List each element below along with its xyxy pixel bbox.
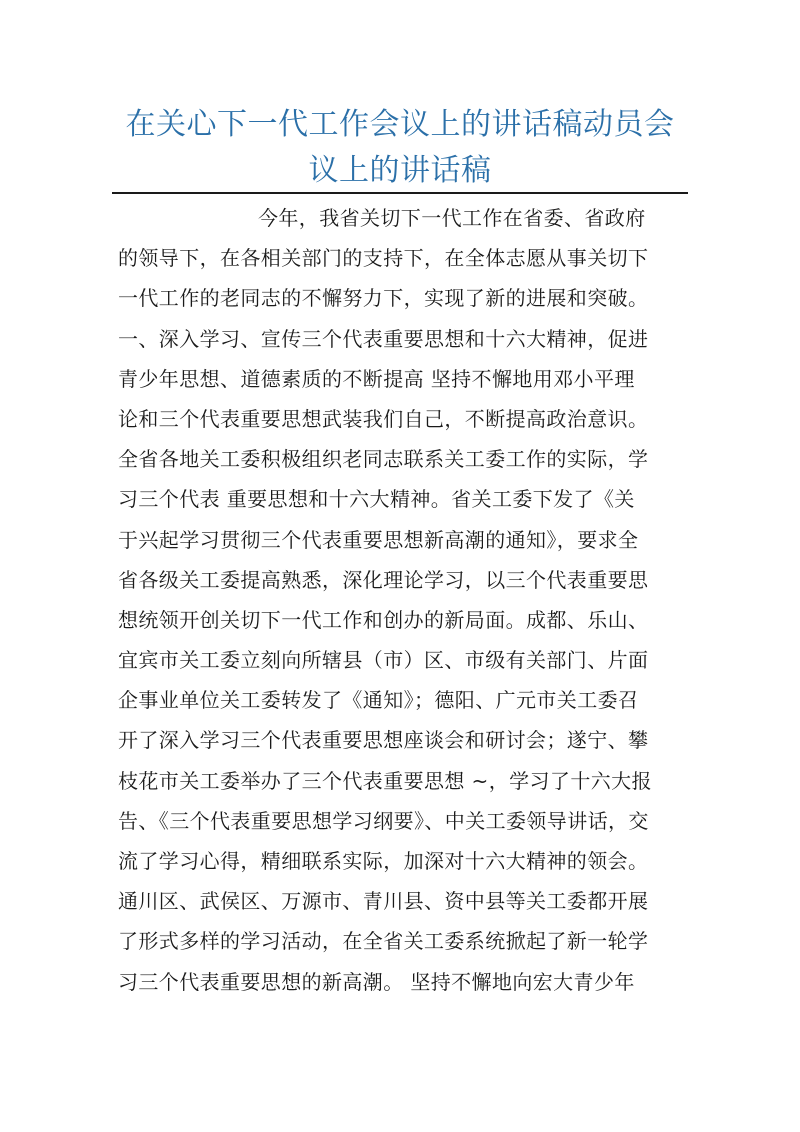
body-line-7: 全省各地关工委积极组织老同志联系关工委工作的实际，学: [118, 447, 649, 472]
body-line-10: 省各级关工委提高熟悉，深化理论学习，以三个代表重要思: [118, 567, 649, 592]
body-line-5: 青少年思想、道德素质的不断提高 坚持不懈地用邓小平理: [118, 366, 635, 391]
body-line-15: 枝花市关工委举办了三个代表重要思想 ~，学习了十六大报: [118, 768, 652, 793]
body-line-1: 今年，我省关切下一代工作在省委、省政府: [258, 206, 646, 230]
body-line-17: 流了学习心得，精细联系实际，加深对十六大精神的领会。: [118, 849, 649, 873]
body-line-20: 习三个代表重要思想的新高潮。 坚持不懈地向宏大青少年: [118, 969, 635, 994]
title-line-2: 议上的讲话稿: [308, 153, 492, 188]
body-line-9: 于兴起学习贯彻三个代表重要思想新高潮的通知》，要求全: [118, 527, 639, 552]
body-line-11: 想统领开创关切下一代工作和创办的新局面。成都、乐山、: [118, 607, 649, 632]
title-divider: [112, 192, 688, 194]
body-line-6: 论和三个代表重要思想武装我们自己，不断提高政治意识。: [118, 406, 649, 431]
body-line-8: 习三个代表 重要思想和十六大精神。省关工委下发了《关: [118, 487, 635, 512]
title-line-1: 在关心下一代工作会议上的讲话稿动员会: [125, 107, 675, 142]
document-body: [118, 198, 688, 1002]
body-line-4: 一、深入学习、宣传三个代表重要思想和十六大精神，促进: [118, 326, 649, 351]
body-line-16: 告、《三个代表重要思想学习纲要》、中关工委领导讲话，交: [118, 808, 649, 833]
body-line-12: 宜宾市关工委立刻向所辖县（市）区、市级有关部门、片面: [118, 648, 649, 673]
body-line-14: 开了深入学习三个代表重要思想座谈会和研讨会；遂宁、攀: [118, 728, 649, 753]
body-line-3: 一代工作的老同志的不懈努力下，实现了新的进展和突破。: [118, 286, 649, 311]
body-line-19: 了形式多样的学习活动，在全省关工委系统掀起了新一轮学: [118, 929, 649, 954]
body-line-18: 通川区、武侯区、万源市、青川县、资中县等关工委都开展: [118, 889, 649, 914]
body-line-13: 企事业单位关工委转发了《通知》；德阳、广元市关工委召: [118, 688, 639, 713]
body-line-2: 的领导下，在各相关部门的支持下，在全体志愿从事关切下: [118, 246, 649, 271]
document-title: [100, 102, 700, 194]
